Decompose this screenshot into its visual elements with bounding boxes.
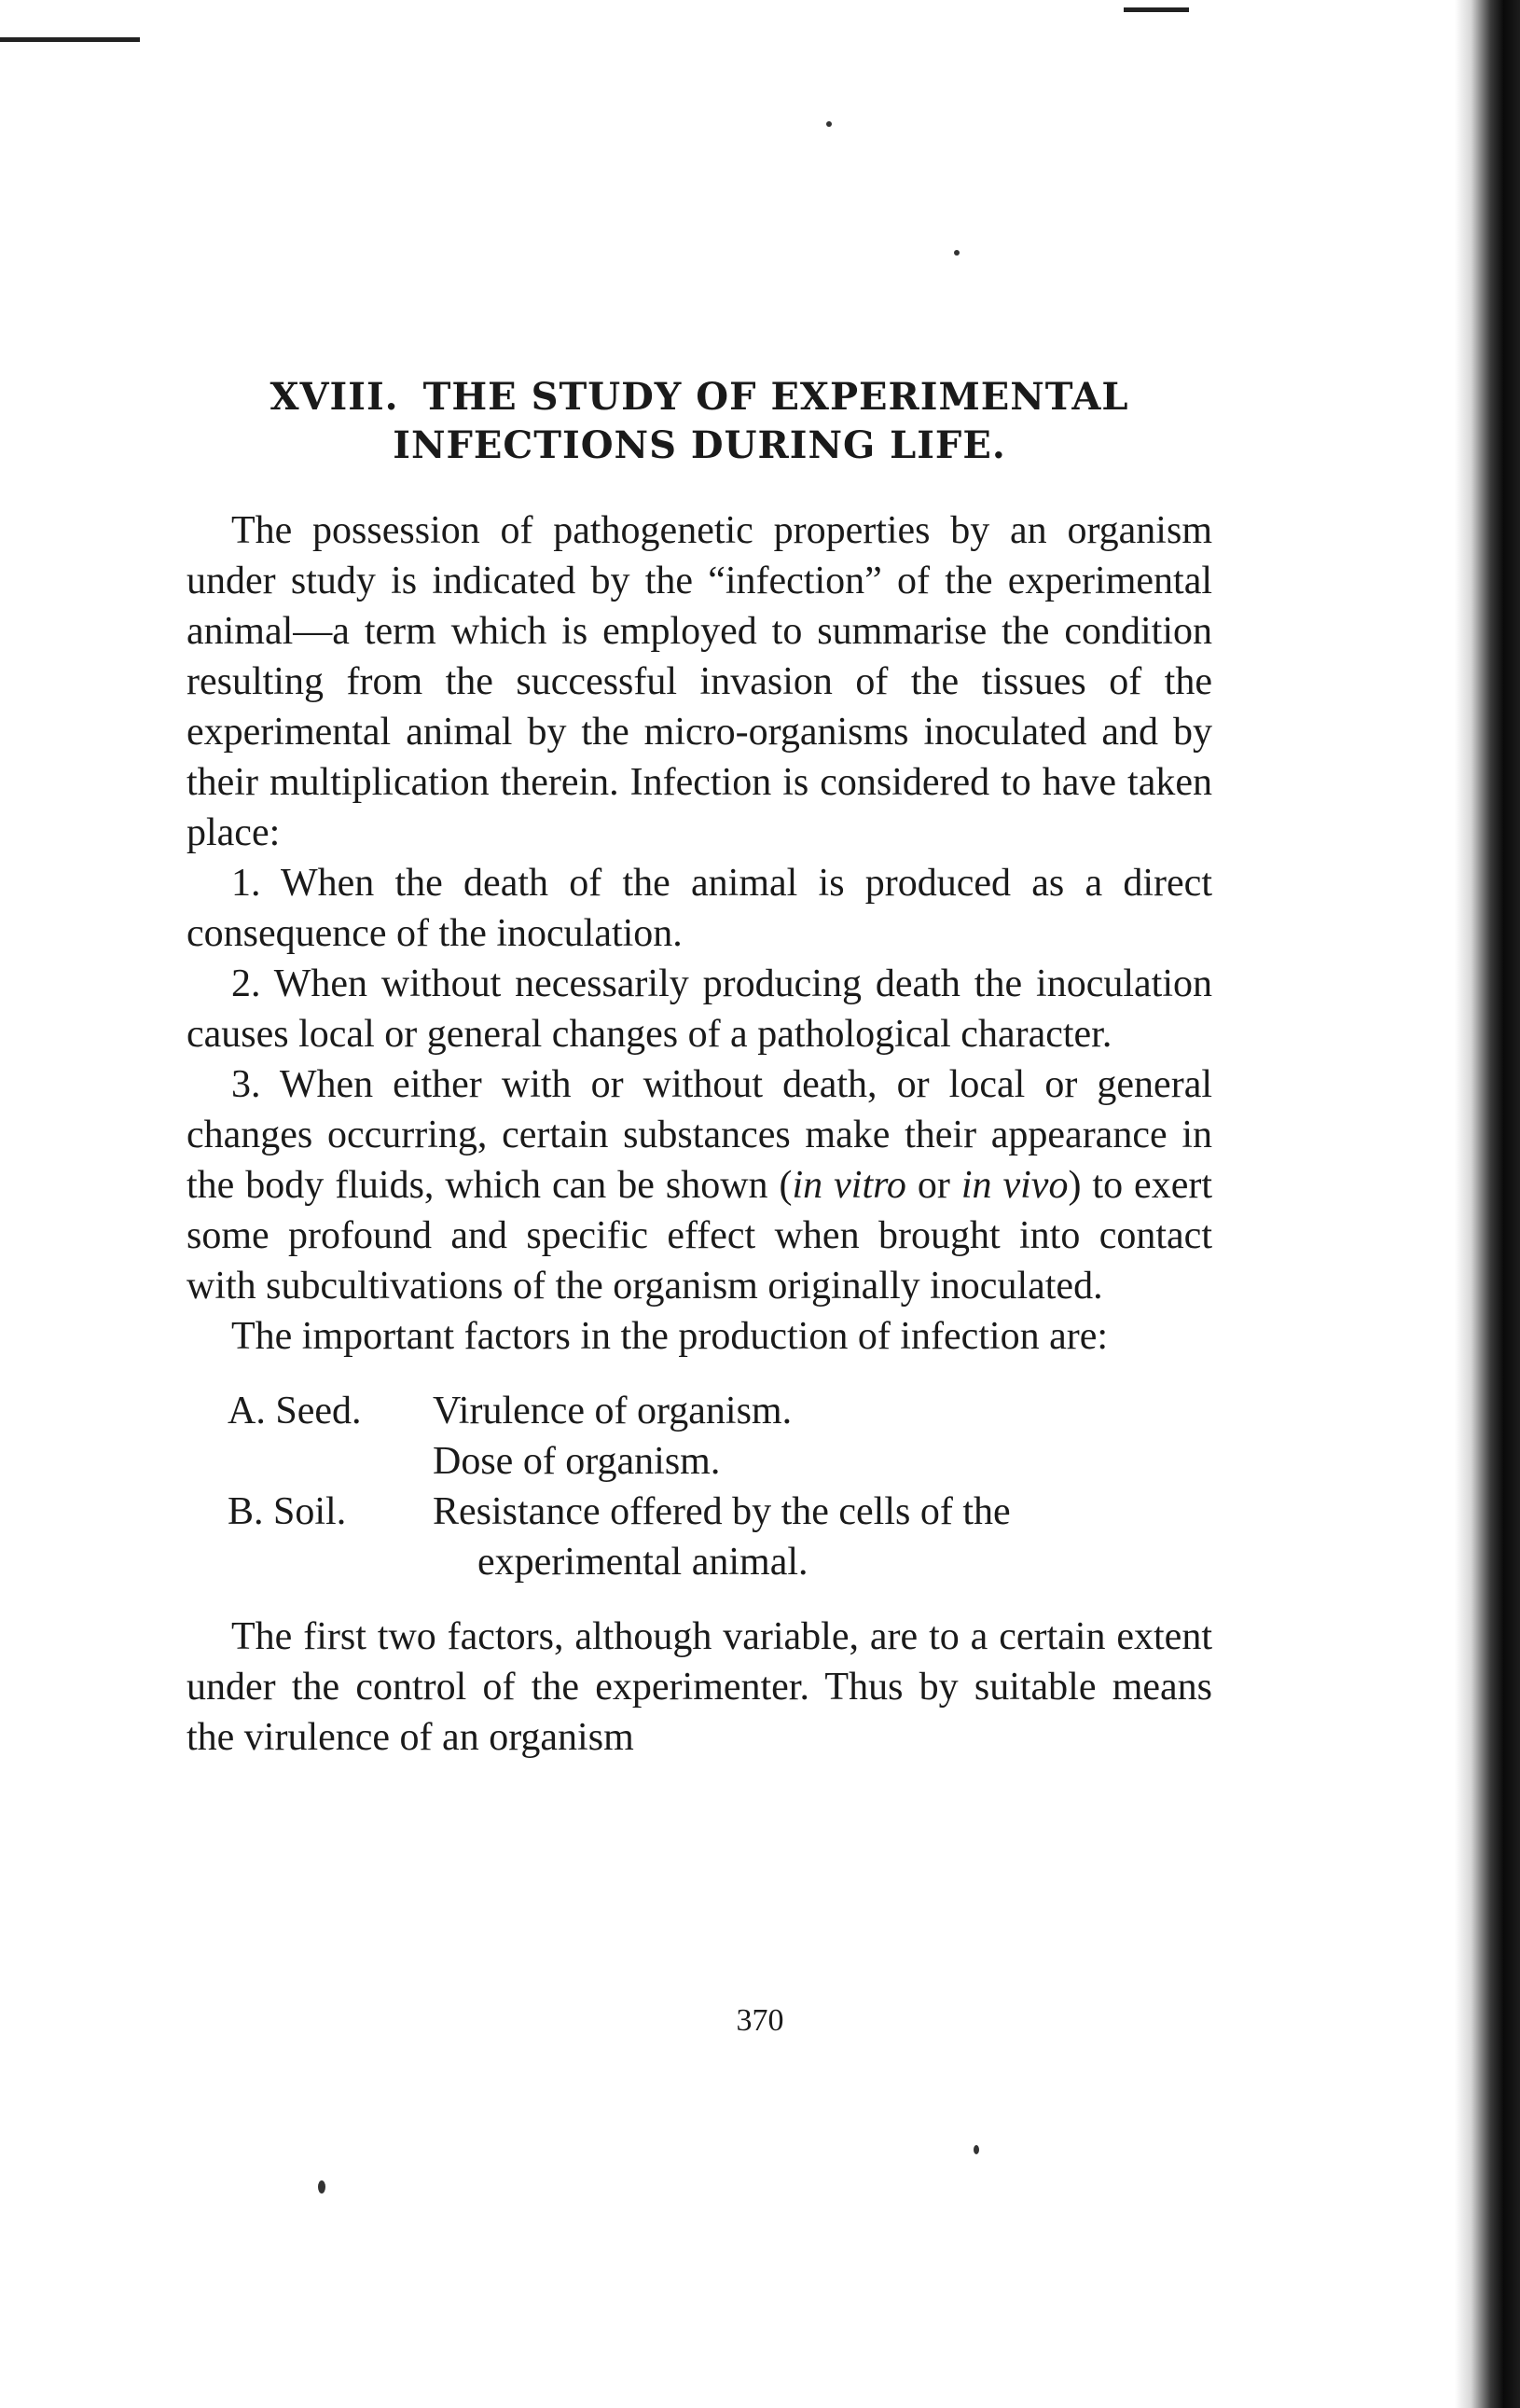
page-number: 370 (736, 2003, 784, 2038)
scan-binding-edge (1455, 0, 1520, 2408)
condition-1 (187, 858, 1212, 959)
factor-soil (228, 1487, 1212, 1537)
condition-text: ) to exert some profound and specific effect when brought into contact with subcultivations of the organism originally inoculated. (187, 1164, 1212, 1308)
condition-text: When the death of the animal is produced as a direct consequence of the inoculation. (187, 862, 1212, 955)
chapter-heading (187, 373, 1212, 470)
scan-speck (954, 250, 960, 256)
factor-soil-continued (228, 1537, 1212, 1587)
scan-speck (974, 2145, 979, 2154)
factor-description: Virulence of organism. (433, 1390, 793, 1432)
factor-label: B. Soil. (228, 1490, 347, 1533)
factors-intro: The important factors in the production of infection are: (231, 1315, 1109, 1358)
closing-paragraph: The first two factors, although variable, are to a certain extent under the control of the experimenter. Thus by suitable means the virulence of an organism (187, 1615, 1212, 1759)
condition-2 (187, 959, 1212, 1059)
condition-text: When without necessarily producing death the inoculation causes local or general changes of a pathological character. (187, 962, 1212, 1056)
condition-number: 2. (231, 962, 261, 1005)
factor-seed (228, 1386, 1212, 1436)
condition-number: 3. (231, 1063, 261, 1106)
condition-text: When either with or without death, or local or general changes occurring, certain substances make their appearance in the body fluids, which can be shown ( (187, 1063, 1212, 1207)
factor-label: A. Seed. (228, 1390, 362, 1432)
page-body (187, 373, 1212, 1763)
factor-description: experimental animal. (477, 1541, 808, 1584)
factor-description: Dose of organism. (433, 1440, 721, 1483)
condition-number: 1. (231, 862, 261, 905)
factor-seed-dose (228, 1436, 1212, 1487)
italic-term: in vitro (792, 1164, 906, 1207)
scan-artifact-top-right (1124, 7, 1189, 12)
intro-paragraph: The possession of pathogenetic properties by an organism under study is indicated by the “infection” of the experimental animal—a term which is employed to summarise the condition resulting from the successful invasion of the tissues of the experimental animal by the micro-organisms inoculated and by their multiplication therein. Infection is considered to have taken place: (187, 509, 1212, 854)
factor-description: Resistance offered by the cells of the (433, 1490, 1011, 1533)
scan-artifact-top-left (0, 37, 140, 42)
italic-term: in vivo (960, 1164, 1069, 1207)
scan-speck (318, 2180, 325, 2193)
chapter-title-line-1: THE STUDY OF EXPERIMENTAL (422, 375, 1129, 419)
factors-list (228, 1386, 1212, 1587)
chapter-title-line-2: INFECTIONS DURING LIFE. (393, 423, 1006, 467)
condition-text: or (905, 1164, 961, 1207)
condition-3 (187, 1059, 1212, 1311)
chapter-number: XVIII. (269, 375, 399, 419)
scan-speck (826, 121, 832, 127)
